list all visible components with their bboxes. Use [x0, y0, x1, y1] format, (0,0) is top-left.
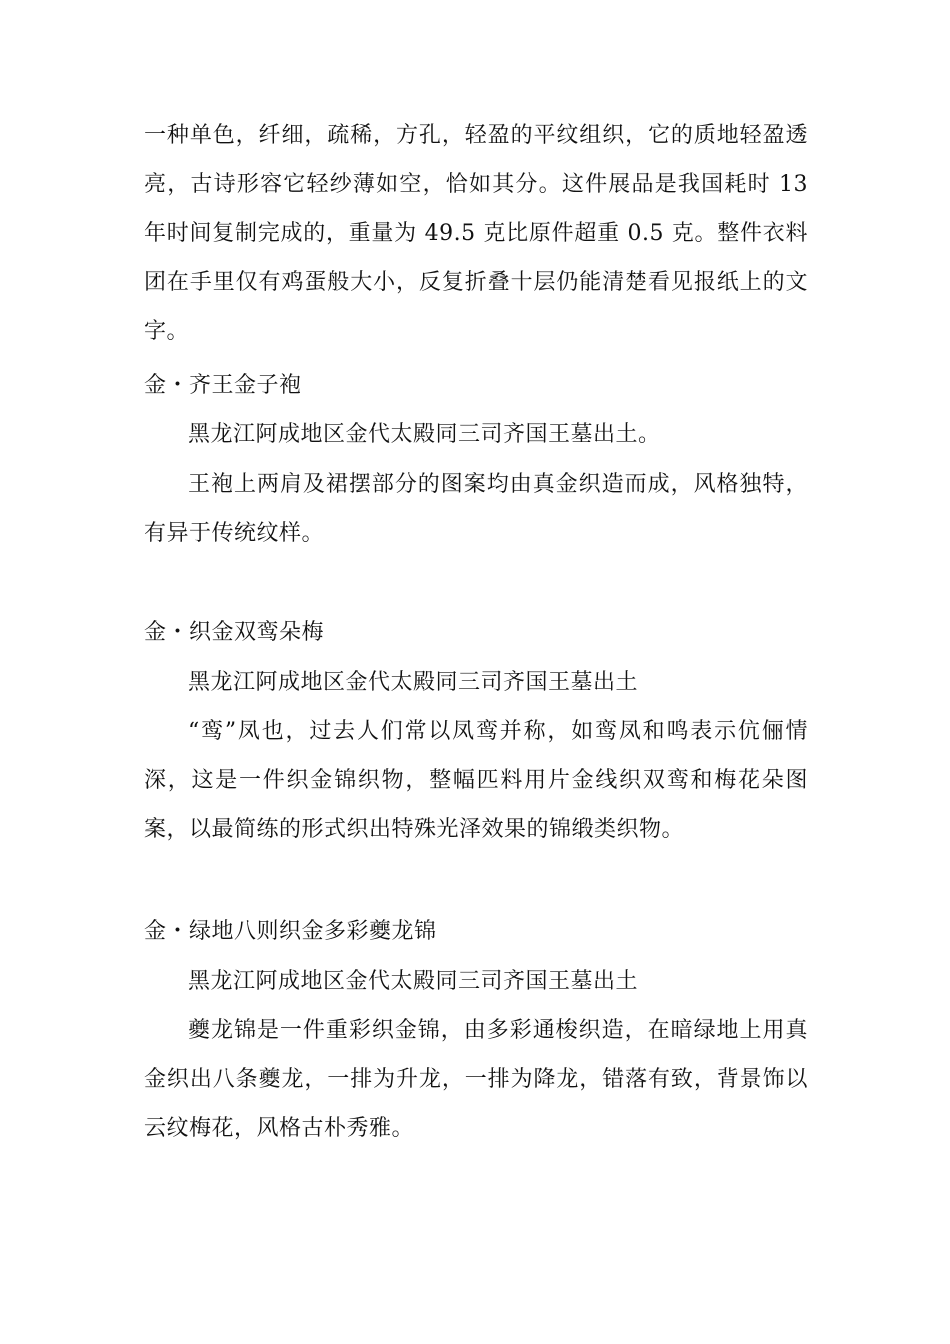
- section-description: 王袍上两肩及裙摆部分的图案均由真金织造而成，风格独特，有异于传统纹样。: [144, 472, 808, 546]
- section-origin: 黑龙江阿成地区金代太殿同三司齐国王墓出土: [188, 670, 639, 695]
- section-origin: 黑龙江阿成地区金代太殿同三司齐国王墓出土: [188, 969, 639, 994]
- section-description: “鸾”凤也，过去人们常以凤鸾并称，如鸾凤和鸣表示伉俪情深，这是一件织金锦织物，整幅匹料用片金线织双鸾和梅花朵图案，以最简练的形式织出特殊光泽效果的锦缎类织物。: [144, 719, 808, 842]
- section-title: 金・织金双鸾朵梅: [144, 620, 325, 645]
- section-description: 夔龙锦是一件重彩织金锦，由多彩通梭织造，在暗绿地上用真金织出八条夔龙，一排为升龙，一排为降龙，错落有致，背景饰以云纹梅花，风格古朴秀雅。: [144, 1018, 808, 1141]
- intro-paragraph: 一种单色，纤细，疏稀，方孔，轻盈的平纹组织，它的质地轻盈透亮，古诗形容它轻纱薄如空，恰如其分。这件展品是我国耗时 13 年时间复制完成的，重量为 49.5 克比原件超重 0.5 克。整件衣料团在手里仅有鸡蛋般大小，反复折叠十层仍能清楚看见报纸上的文字。: [144, 123, 808, 344]
- section-title: 金・齐王金子袍: [144, 373, 302, 398]
- section-title: 金・绿地八则织金多彩夔龙锦: [144, 919, 437, 944]
- section-origin: 黑龙江阿成地区金代太殿同三司齐国王墓出土。: [188, 422, 661, 447]
